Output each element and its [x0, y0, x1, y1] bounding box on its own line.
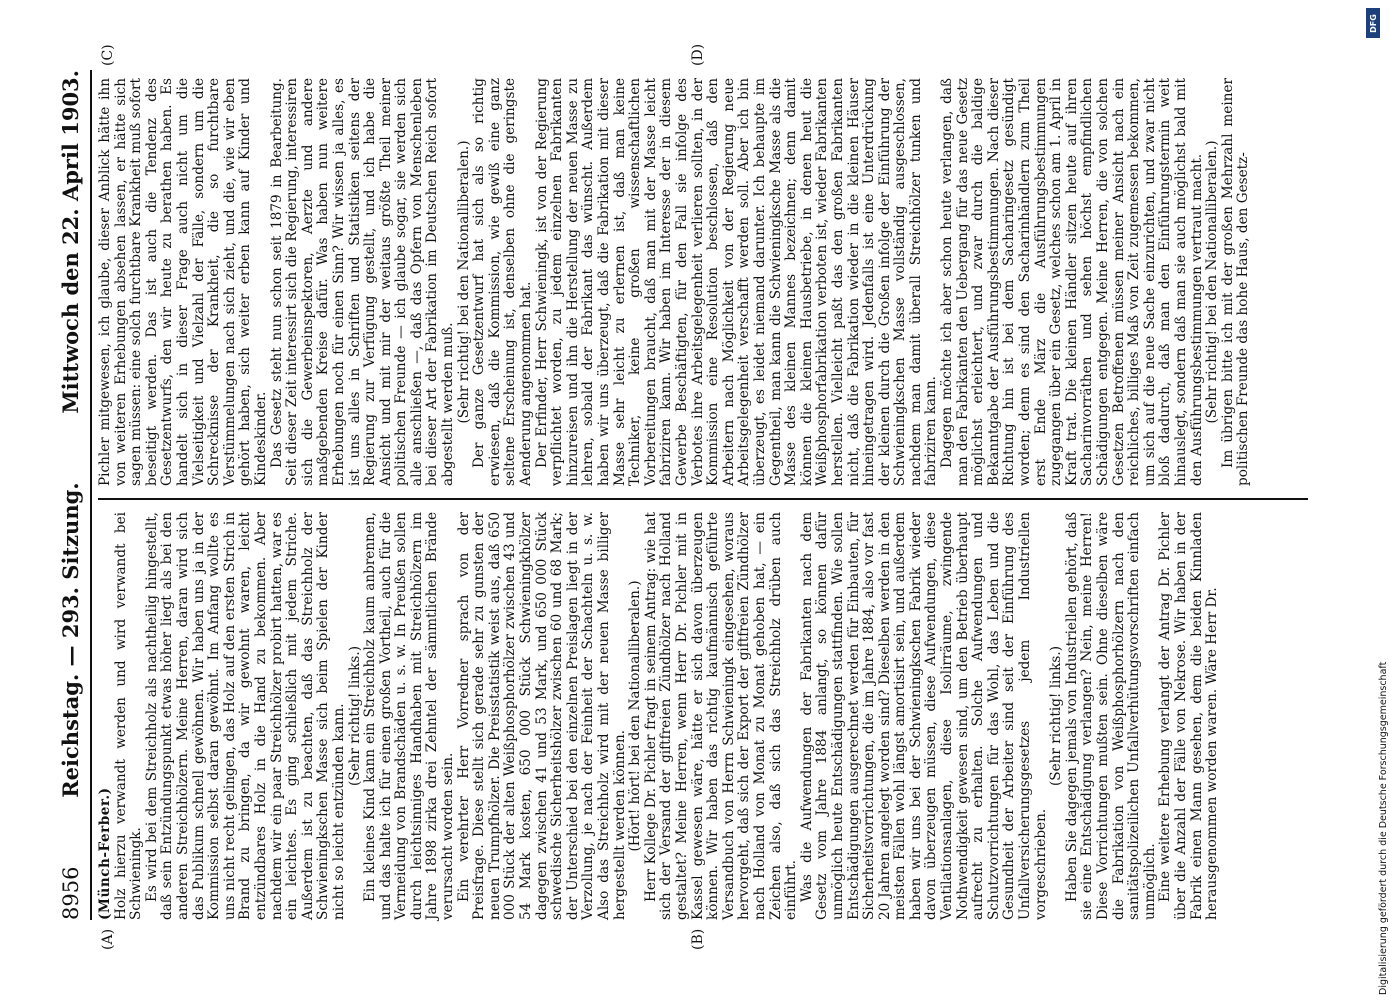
paragraph: Das Gesetz steht nun schon seit 1879 in Bearbeitung. Seit dieser Zeit interessirt sich die Regierung, interessiren sich die Gewerbeinspektoren, Aerzte und andere maßgebenden Kreise dafür. Was haben nun weitere Erhebungen noch für einen Sinn? Wir wissen ja alles, es ist uns alles in Schriften und Statistiken seitens der Regierung zur Verfügung gestellt, und ich habe die Ansicht und mit mir der weitaus größte Theil meiner politischen Freunde — ich glaube sogar, sie werden sich alle anschließen —, daß das Opfern von Menschenleben bei dieser Art der Fabrikation im Deutschen Reich sofort abgestellt werden muß.: [268, 78, 457, 486]
rotated-document-page: [50, 43, 1320, 950]
dfg-logo: DFG: [1366, 8, 1380, 38]
interjection: (Sehr richtig! bei den Nationalliberalen.): [455, 140, 472, 424]
interjection: (Sehr richtig! links.): [1048, 645, 1065, 787]
margin-mark-b: (B): [690, 928, 706, 950]
left-column: [98, 512, 1308, 920]
digitization-credit: Digitalisierung gefördert durch die Deutsche Forschungsgemeinschaft: [1378, 661, 1389, 995]
paragraph: Pichler mitgewesen, ich glaube, dieser Anblick hätte ihn von weiteren Erhebungen absehen lassen, er hätte sich sagen müssen: eine solch furchtbare Krankheit muß sofort beseitigt werden. Das ist auch die Tendenz des Gesetzentwurfs, den wir heute zu berathen haben. Es handelt sich in dieser Frage auch nicht um die Vielseitigkeit und Vielzahl der Fälle, sondern um die Schrecknisse der Krankheit, die so furchtbare Verstümmelungen nach sich zieht, und die, wie wir eben gehört haben, sich weiter erben kann auf Kinder und Kindeskinder.: [97, 78, 269, 486]
page-header: [58, 70, 92, 920]
paragraph: Dagegen möchte ich aber schon heute verlangen, daß man den Fabrikanten den Uebergang für das neue Gesetz möglichst erleichtert, und zwar durch die baldige Bekanntgabe der Ausführungsbestimmungen. Nach dieser Richtung hin ist bei dem Sacharingesetz gesündigt worden; denn es sind den Sacharinhändlern zum Theil erst Ende März die Ausführungsbestimmungen zugegangen über ein Gesetz, welches schon am 1. April in Kraft trat. Die kleinen Händler sitzen heute auf ihren Sacharinvorräthen und sehen höchst empfindlichen Schädigungen entgegen. Meine Herren, die von solchen Gesetzen Betroffenen müssen meiner Ansicht nach ein reichliches, billiges Maß von Zeit zugemessen bekommen, um sich auf die neue Sache einzurichten, und zwar nicht bloß dadurch, daß man den Einführungstermin weit hinauslegt, sondern daß man sie auch möglichst bald mit den Ausführungsbestimmungen vertraut macht.: [939, 78, 1205, 486]
paragraph: Herr Kollege Dr. Pichler fragt in seinem Antrag: wie hat sich der Versand der giftfreien Zündhölzer nach Holland gestaltet? Meine Herren, wenn Herr Dr. Pichler mit in Kassel gewesen wäre, hätte er sich davon überzeugen können. Wir haben das richtig kaufmännisch geführte Versandbuch von Herrn Schwieningk eingesehen, woraus hervorgeht, daß sich der Export der giftfreien Zündhölzer nach Holland von Monat zu Monat gehoben hat, — ein Zeichen also, daß sich das Streichholz drüben auch einführt.: [642, 512, 800, 920]
interjection: (Sehr richtig! bei den Nationalliberalen.): [1204, 140, 1221, 424]
session-date: Mittwoch den 22. April 1903.: [58, 70, 83, 414]
margin-mark-a: (A): [100, 928, 116, 950]
paragraph: Ein kleines Kind kann ein Streichholz kaum anbrennen, und das halte ich für einen großen Vortheil, auch für die Vermeidung von Brandschäden u. s. w. In Preußen sollen durch leichtsinniges Handhaben mit Streichhölzern im Jahre 1898 zirka drei Zehntel der sämmtlichen Brände verursacht worden sein.: [362, 512, 457, 920]
paragraph: Ein verehrter Herr Vorredner sprach von der Preisfrage. Diese stellt sich gerade sehr zu gunsten der neuen Trumpfhölzer. Die Preisstatistik weist aus, daß 650 000 Stück der alten Weißphosphorhölzer zwischen 43 und 54 Mark kosten, 650 000 Stück Schwieningkhölzer dagegen zwischen 41 und 53 Mark, und 650 000 Stück schwedische Sicherheitshölzer zwischen 60 und 68 Mark; der Unterschied bei den einzelnen Preislagen liegt in der Verzollung, je nach der Feinheit der Schachteln u. s. w. Also das Streichholz wird mit der neuen Masse billiger hergestellt werden können.: [455, 512, 628, 920]
paragraph: Es wird bei dem Streichholz als nachtheilig hingestellt, daß sein Entzündungspunkt etwas höher liegt als bei den anderen Streichhölzern. Meine Herren, daran wird sich das Publikum schnell gewöhnen. Wir haben uns ja in der Kommission selbst daran gewöhnt. Im Anfang wollte es uns nicht recht gelingen, das Holz auf den ersten Strich in Brand zu bringen, da wir gewohnt waren, leicht entzündbares Holz in die Hand zu bekommen. Aber nachdem wir ein paar Streichhölzer probirt hatten, war es ein leichtes. Es ging schließlich mit jedem Striche. Außerdem ist zu beachten, daß das Streichholz der Schwieningkschen Masse sich beim Spielen der Kinder nicht so leicht entzünden kann.: [143, 512, 347, 920]
speaker-label: (Münch-Ferber.): [97, 787, 113, 920]
paragraph: Der ganze Gesetzentwurf hat sich als so richtig erwiesen, daß die Kommission, wie gewiß eine ganz seltene Erscheinung ist, denselben ohne die geringste Aenderung angenommen hat.: [471, 78, 535, 486]
margin-mark-d: (D): [690, 43, 706, 66]
paragraph: Eine weitere Erhebung verlangt der Antrag Dr. Pichler über die Anzahl der Fälle von Nekrose. Wir haben in der Fabrik einen Mann gesehen, dem die beiden Kinnladen herausgenommen worden waren. Wäre Herr Dr.: [1157, 512, 1221, 920]
paragraph: Holz hierzu verwandt werden und wird verwandt bei Schwieningk.: [112, 512, 145, 920]
page-number: 8956: [59, 866, 83, 920]
interjection: (Sehr richtig! links.): [346, 645, 363, 787]
paragraph: Was die Aufwendungen der Fabrikanten nach dem Gesetz vom Jahre 1884 anlangt, so können dafür unmöglich heute Entschädigungen stattfinden. Wie sollen Entschädigungen ausgerechnet werden für Einbauten, für Sicherheitsvorrichtungen, die im Jahre 1884, also vor fast 20 Jahren angelegt worden sind? Dieselben werden in den meisten Fällen wohl längst amortisirt sein, und außerdem haben wir uns bei der Schwieningkschen Fabrik wieder davon überzeugen müssen, diese Aufwendungen, diese Ventilationsanlagen, diese Isolirräume, zwingende Nothwendigkeit gewesen sind, um den Betrieb überhaupt aufrecht zu erhalten. Solche Aufwendungen und Schutzvorrichtungen für das Wohl, das Leben und die Gesundheit der Arbeiter sind seit der Einführung des Unfallversicherungsgesetzes jedem Industriellen vorgeschrieben.: [798, 512, 1049, 920]
column-divider: [98, 498, 1308, 500]
paragraph: Im übrigen bitte ich mit der großen Mehrzahl meiner politischen Freunde das hohe Haus, den Gesetz-: [1219, 78, 1252, 486]
session-title: Reichstag. — 293. Sitzung.: [58, 482, 83, 798]
margin-mark-c: (C): [100, 44, 116, 66]
right-column: [98, 78, 1308, 486]
paragraph: Haben Sie dagegen jemals von Industriellen gehört, daß sie eine Entschädigung verlangen? Nein, meine Herren! Diese Vorrichtungen mußten sein. Ohne dieselben wäre die Fabrikation von Weißphosphorhölzern nach den sanitätspolizeilichen Unfallverhütungsvorschriften einfach unmöglich.: [1063, 512, 1158, 920]
interjection: (Hört! hört! bei den Nationalliberalen.): [627, 580, 644, 852]
paragraph: Der Erfinder, Herr Schwieningk, ist von der Regierung verpflichtet worden, zu jedem einzelnen Fabrikanten hinzureisen und ihn die Herstellung der neuen Masse zu lehren, sobald der Fabrikant das wünscht. Außerdem haben wir uns überzeugt, daß die Fabrikation mit dieser Masse sehr leicht zu erlernen ist, daß man keine Techniker, keine großen wissenschaftlichen Vorbereitungen braucht, daß man mit der Masse leicht fabriziren kann. Wir haben im Interesse der in diesem Gewerbe Beschäftigten, für den Fall sie infolge des Verbotes ihre Arbeitsgelegenheit verlieren sollten, in der Kommission eine Resolution beschlossen, daß den Arbeitern nach Möglichkeit von der Regierung neue Arbeitsgelegenheit verschafft werden soll. Aber ich bin überzeugt, es leidet niemand darunter. Ich behaupte im Gegentheil, man kann die Schwieningksche Masse als die Masse des kleinen Mannes bezeichnen; denn damit können die kleinen Hausbetriebe, in denen heut die Weißphosphorfabrikation verboten ist, wieder Fabrikanten herstellen. Vielleicht paßt das den großen Fabrikanten nicht, daß die Fabrikation wieder in die kleinen Häuser hineingetragen wird. Jedenfalls ist eine Unterdrückung der kleinen durch die Großen infolge der Einführung der Schwieningkschen Masse vollständig ausgeschlossen, nachdem man damit überall Streichhölzer tunken und fabriziren kann.: [533, 78, 940, 486]
